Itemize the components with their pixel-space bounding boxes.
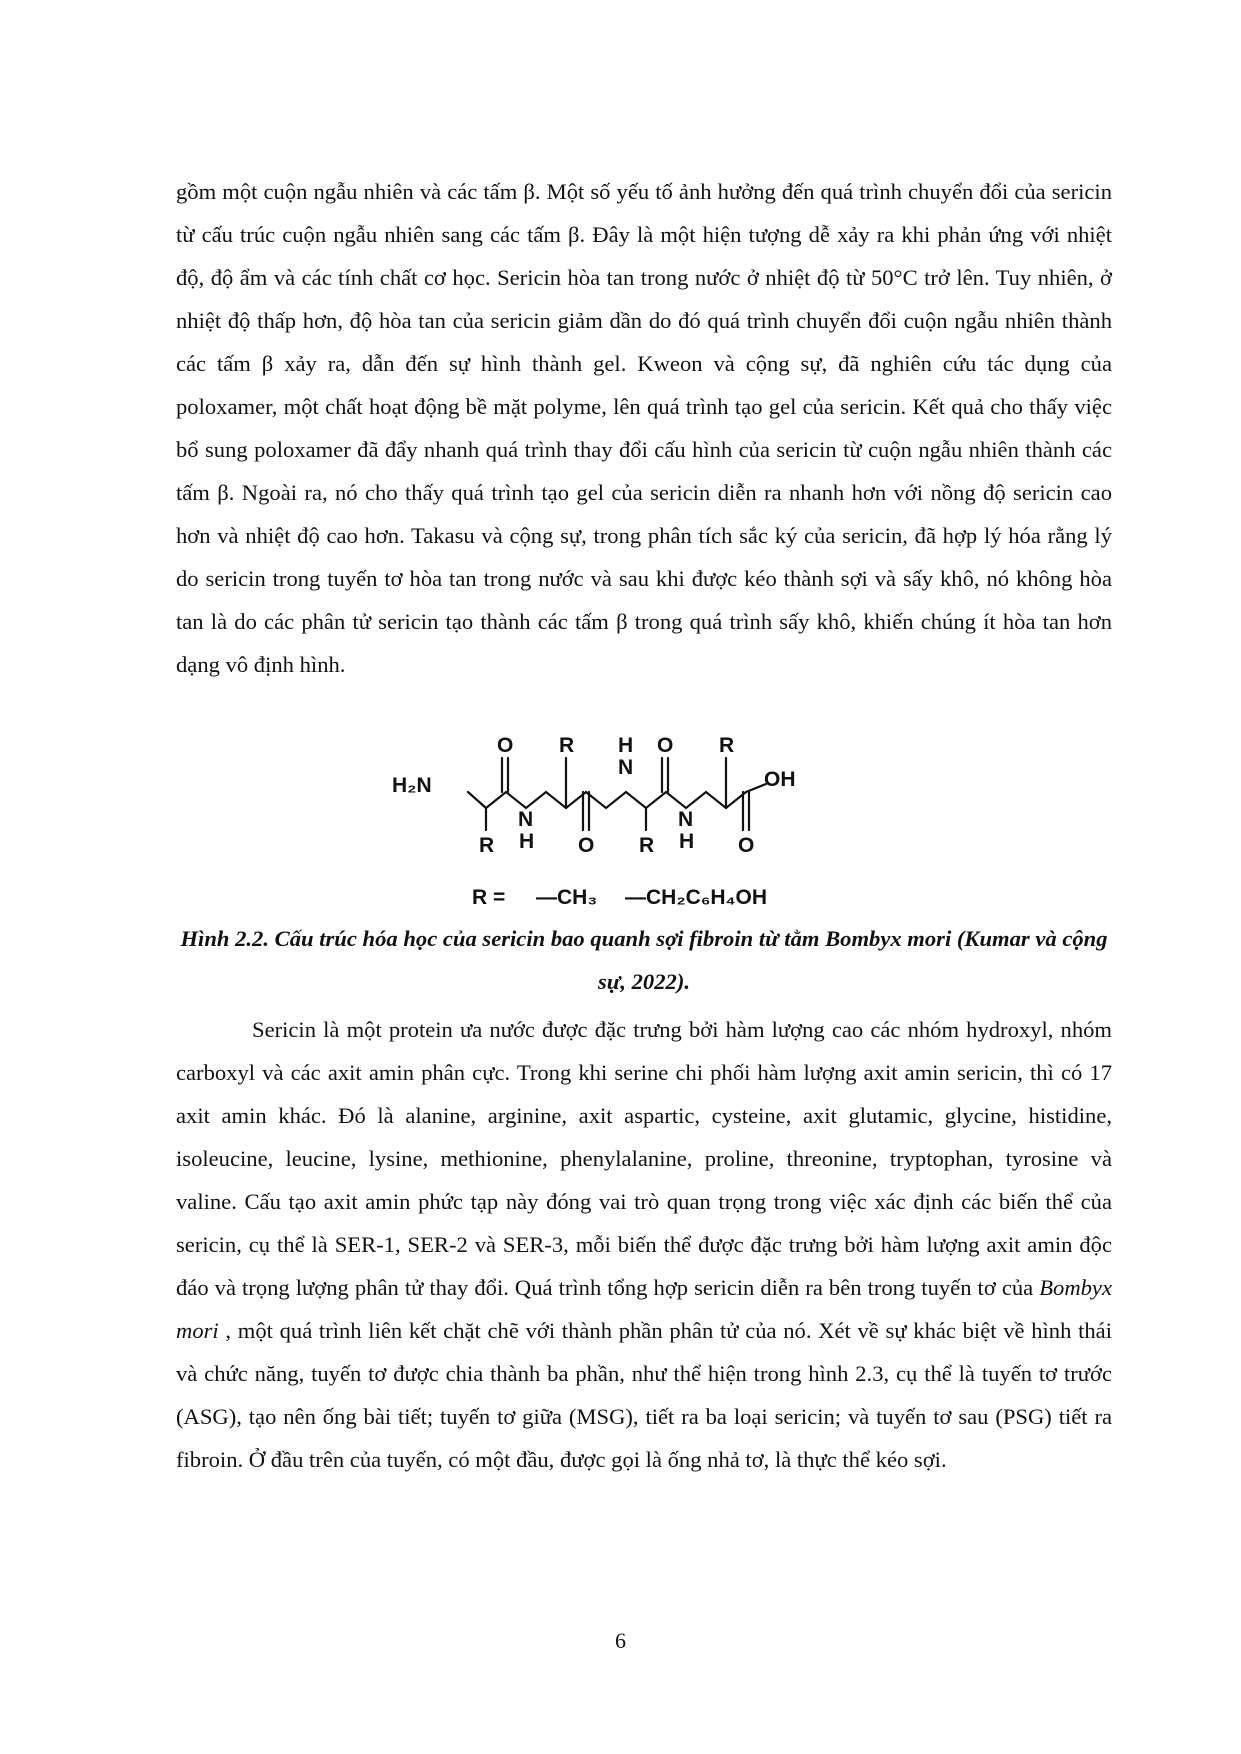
oxygen-label: O xyxy=(497,734,514,757)
hydroxybenzyl-group-label: —CH₂C₆H₄OH xyxy=(625,886,768,909)
nitrogen-label: N xyxy=(618,756,634,779)
r-group-label: R xyxy=(719,734,735,757)
figure-caption: Hình 2.2. Cấu trúc hóa học của sericin bao quanh sợi fibroin từ tằm Bombyx mori (Kumar và cộng sự, 2022). xyxy=(180,926,1108,994)
molecule-bonds xyxy=(468,758,766,830)
methyl-group-label: —CH₃ xyxy=(536,886,598,909)
body-paragraph-1: gồm một cuộn ngẫu nhiên và các tấm β. Một số yếu tố ảnh hưởng đến quá trình chuyển đổi của sericin từ cấu trúc cuộn ngẫu nhiên sang các tấm β. Đây là một hiện tượng dễ xảy ra khi phản ứng với nhiệt độ, độ ẩm và các tính chất cơ học. Sericin hòa tan trong nước ở nhiệt độ từ 50°C trở lên. Tuy nhiên, ở nhiệt độ thấp hơn, độ hòa tan của sericin giảm dần do đó quá trình chuyển đổi cuộn ngẫu nhiên thành các tấm β xảy ra, dẫn đến sự hình thành gel. Kweon và cộng sự, đã nghiên cứu tác dụng của poloxamer, một chất hoạt động bề mặt polyme, lên quá trình tạo gel của sericin. Kết quả cho thấy việc bổ sung poloxamer đã đẩy nhanh quá trình thay đổi cấu hình của sericin từ cuộn ngẫu nhiên thành các tấm β. Ngoài ra, nó cho thấy quá trình tạo gel của sericin diễn ra nhanh hơn với nồng độ sericin cao hơn và nhiệt độ cao hơn. Takasu và cộng sự, trong phân tích sắc ký của sericin, đã hợp lý hóa rằng lý do sericin trong tuyến tơ hòa tan trong nước và sau khi được kéo thành sợi và sấy khô, nó không hòa tan là do các phân tử sericin tạo thành các tấm β trong quá trình sấy khô, khiến chúng ít hòa tan hơn dạng vô định hình. xyxy=(176,179,1112,677)
oxygen-label: O xyxy=(738,834,755,857)
body-paragraph-2 xyxy=(176,1008,1112,1481)
paragraph-2-text-a: Sericin là một protein ưa nước được đặc trưng bởi hàm lượng cao các nhóm hydroxyl, nhóm carboxyl và các axit amin phân cực. Trong khi serine chi phối hàm lượng axit amin sericin, thì có 17 axit amin khác. Đó là alanine, arginine, axit aspartic, cysteine, axit glutamic, glycine, histidine, isoleucine, leucine, lysine, methionine, phenylalanine, proline, threonine, tryptophan, tyrosine và valine. Cấu tạo axit amin phức tạp này đóng vai trò quan trọng trong việc xác định các biến thể của sericin, cụ thể là SER-1, SER-2 và SER-3, mỗi biến thể được đặc trưng bởi hàm lượng axit amin độc đáo và trọng lượng phân tử thay đổi. Quá trình tổng hợp sericin diễn ra bên trong tuyến tơ của xyxy=(176,1017,1112,1300)
sericin-structure-figure xyxy=(392,728,890,913)
hydroxyl-label: OH xyxy=(764,768,796,791)
page-number: 6 xyxy=(615,1628,626,1653)
nitrogen-label: N xyxy=(518,808,534,831)
oxygen-label: O xyxy=(578,834,595,857)
hydrogen-label: H xyxy=(679,830,695,853)
r-group-label: R xyxy=(639,834,655,857)
nitrogen-label: N xyxy=(678,808,694,831)
hydrogen-label: H xyxy=(618,734,634,757)
sericin-structure-diagram xyxy=(392,728,890,913)
r-group-label: R xyxy=(479,834,495,857)
oxygen-label: O xyxy=(657,734,674,757)
r-definition-label: R = xyxy=(472,886,506,909)
molecule-labels xyxy=(392,734,796,909)
amine-label: H₂N xyxy=(392,774,432,797)
paragraph-2-text-b: , một quá trình liên kết chặt chẽ với thành phần phân tử của nó. Xét về sự khác biệt về hình thái và chức năng, tuyến tơ được chia thành ba phần, như thể hiện trong hình 2.3, cụ thể là tuyến tơ trước (ASG), tạo nên ống bài tiết; tuyến tơ giữa (MSG), tiết ra ba loại sericin; và tuyến tơ sau (PSG) tiết ra fibroin. Ở đầu trên của tuyến, có một đầu, được gọi là ống nhả tơ, là thực thể kéo sợi. xyxy=(176,1318,1112,1472)
species-name: Bombyx mori xyxy=(176,1275,1112,1343)
r-group-label: R xyxy=(559,734,575,757)
hydrogen-label: H xyxy=(519,830,535,853)
